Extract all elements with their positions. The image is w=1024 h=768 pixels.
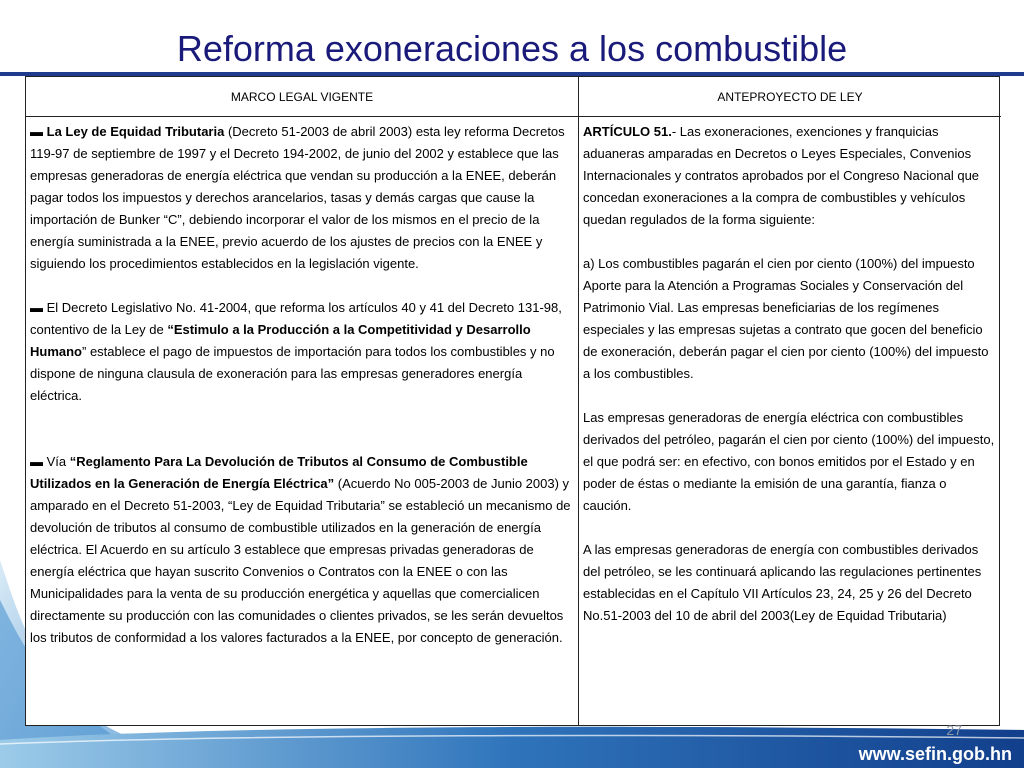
anteproyecto-paragraph-4: A las empresas generadoras de energía con combustibles derivados del petróleo, se les continuará aplicando las regulaciones pertinentes establecidas en el Capítulo VII Artículos 23, 24, 25 y 26 del Decreto No.51-2003 del 10 de abril del 2003(Ley de Equidad Tributaria) bbox=[583, 542, 982, 623]
anteproyecto-cell bbox=[579, 117, 1001, 725]
page-number: 27 bbox=[946, 722, 962, 738]
bullet-icon: ▬ bbox=[30, 124, 43, 139]
slide-title: Reforma exoneraciones a los combustible bbox=[176, 28, 848, 69]
anteproyecto-paragraph-3: Las empresas generadoras de energía eléctrica con combustibles derivados del petróleo, pagarán el cien por ciento (100%) del impuesto, el que podrá ser: en efectivo, con bonos emitidos por el Estado y en poder de éstas o mediante la emisión de una garantía, fianza o caución. bbox=[583, 410, 995, 513]
marco-paragraph-2: ▬ El Decreto Legislativo No. 41-2004, que reforma los artículos 40 y 41 del Decreto 131-98, contentivo de la Ley de “Estimulo a la Producción a la Competitividad y Desarrollo Humano” establece el pago de impuestos de importación para todos los combustibles y no dispone de ninguna clausula de exoneración para las empresas generadores energía eléctrica. bbox=[30, 300, 562, 403]
marco-paragraph-3: ▬ Vía “Reglamento Para La Devolución de Tributos al Consumo de Combustible Utilizados en la Generación de Energía Eléctrica” (Acuerdo No 005-2003 de Junio 2003) y amparado en el Decreto 51-2003, “Ley de Equidad Tributaria” se estableció un mecanismo de devolución de tributos al consumo de combustible utilizados en la generación de energía eléctrica. El Acuerdo en su artículo 3 establece que empresas privadas generadoras de energía eléctrica que hayan suscrito Convenios o Contratos con la ENEE o con las Municipalidades para la venta de su producción energética y aquellas que comercialicen directamente su producción con las comunidades o clientes privados, se les serán devueltos los tributos de conformidad a los valores facturados a la ENEE, por concepto de generación. bbox=[30, 454, 571, 645]
bullet-icon: ▬ bbox=[30, 454, 43, 469]
comparison-table bbox=[25, 76, 1000, 726]
anteproyecto-paragraph-1: ARTÍCULO 51.- Las exoneraciones, exenciones y franquicias aduaneras amparadas en Decretos o Leyes Especiales, Convenios Internacionales y contratos aprobados por el Congreso Nacional que concedan exoneraciones a la compra de combustibles y vehículos quedan regulados de la forma siguiente: bbox=[583, 124, 980, 227]
anteproyecto-paragraph-2: a) Los combustibles pagarán el cien por ciento (100%) del impuesto Aporte para la Atención a Programas Sociales y Conservación del Patrimonio Vial. Las empresas beneficiarias de los regímenes especiales y las empresas sujetas a contrato que gocen del beneficio de exoneración, deberán pagar el cien por ciento (100%) del impuesto a los combustibles. bbox=[583, 256, 989, 381]
bullet-icon: ▬ bbox=[30, 300, 43, 315]
header-anteproyecto: ANTEPROYECTO DE LEY bbox=[579, 77, 1001, 117]
website-url: www.sefin.gob.hn bbox=[858, 744, 1012, 764]
marco-legal-cell bbox=[26, 117, 579, 725]
header-marco-legal: MARCO LEGAL VIGENTE bbox=[26, 77, 579, 117]
marco-paragraph-1: ▬ La Ley de Equidad Tributaria (Decreto 51-2003 de abril 2003) esta ley reforma Decretos 119-97 de septiembre de 1997 y el Decreto 194-2002, de junio del 2002 y establece que las empresas generadoras de energía eléctrica que vendan su producción a la ENEE, deberán pagar todos los impuestos y derechos arancelarios, tasas y demás cargas que cause la importación de Bunker “C”, debiendo incorporar el valor de los mismos en el precio de la energía suministrada a la ENEE, previo acuerdo de los ajustes de precios con la ENEE y siguiendo los procedimientos establecidos en la legislación vigente. bbox=[30, 124, 565, 271]
